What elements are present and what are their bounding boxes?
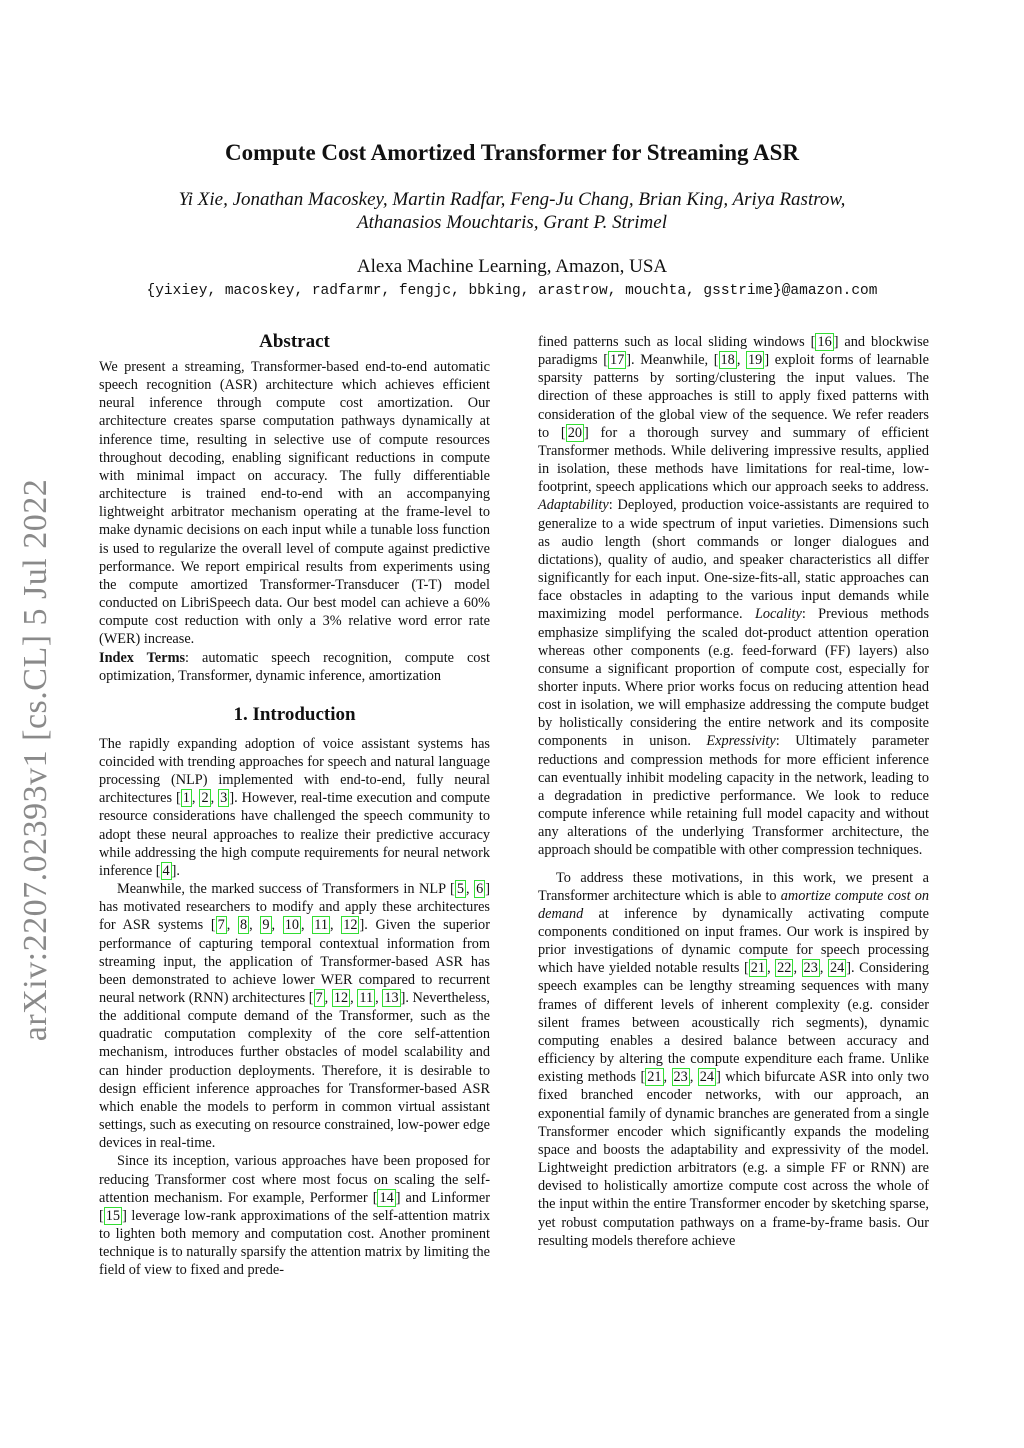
citation-link[interactable]: 7 <box>315 990 323 1006</box>
citation-link[interactable]: 20 <box>567 424 582 441</box>
citation-link[interactable]: 9 <box>262 917 270 934</box>
authors-line-1: Yi Xie, Jonathan Macoskey, Martin Radfar, Feng-Ju Chang, Brian King, Ariya Rastrow, <box>178 189 846 210</box>
intro-paragraph-3: Since its inception, various approaches have been proposed for reducing Transformer cost where most focus on scaling the self-attention mechanism. For example, Performer [ 14 ] and Linformer [ 15 ] leverage low-rank approximations of the self-attention matrix to lighten both memory and computation cost. Another prominent technique is to naturally sparsify the attention matrix by limiting the field of view to fixed and prede- <box>99 1153 490 1279</box>
citation-link[interactable]: 21 <box>647 1069 662 1086</box>
citation-link[interactable]: 13 <box>384 990 399 1006</box>
abstract-body: We present a streaming, Transformer-based end-to-end automatic speech recognition (ASR) architecture which achieves efficient neural inference through compute cost amortization. Our architecture creates sparse computation pathways dynamically at inference time, resulting in selective use of compute resources throughout decoding, enabling significant reductions in compute with minimal impact on accuracy. The fully differentiable architecture is trained end-to-end with an accompanying lightweight arbitrator mechanism operating at the frame-level to make dynamic decisions on each input while a tunable loss function is used to regularize the overall level of compute against predictive performance. We report empirical results from experiments using the compute amortized Transformer-Transducer (T-T) model conducted on LibriSpeech data. Our best model can achieve a 60% compute cost reduction with only a 3% relative word error rate (WER) increase. <box>99 359 490 648</box>
citation-link[interactable]: 4 <box>162 862 170 879</box>
citation-link[interactable]: 22 <box>777 960 792 977</box>
affiliation: Alexa Machine Learning, Amazon, USA <box>356 256 668 277</box>
intro-heading: 1. Introduction <box>233 703 356 725</box>
emails: {yixiey, macoskey, radfarmr, fengjc, bbking, arastrow, mouchta, gsstrime}@amazon.com <box>146 283 878 299</box>
citation-link[interactable]: 16 <box>817 334 832 350</box>
citation-link[interactable]: 7 <box>217 917 225 934</box>
citation-link[interactable]: 11 <box>359 990 374 1006</box>
citation-link[interactable]: 15 <box>105 1207 121 1224</box>
term-expressivity: Expressivity <box>706 733 776 750</box>
citation-link[interactable]: 8 <box>239 917 248 934</box>
citation-link[interactable]: 3 <box>220 790 228 807</box>
index-terms-text: : automatic speech recognition, compute cost optimization, Transformer, dynamic inference, amortization <box>99 649 490 684</box>
arxiv-stamp-text: arXiv:2207.02393v1 [cs.CL] 5 Jul 2022 <box>17 478 54 1042</box>
citation-link[interactable]: 24 <box>699 1069 715 1086</box>
term-locality: Locality <box>754 606 802 623</box>
citation-link[interactable]: 5 <box>456 881 464 898</box>
amortize-emphasis: amortize compute cost on demand <box>538 887 929 922</box>
abstract-heading: Abstract <box>259 331 330 352</box>
citation-link[interactable]: 2 <box>201 790 209 807</box>
citation-link[interactable]: 17 <box>609 352 625 369</box>
citation-link[interactable]: 10 <box>284 917 299 934</box>
term-adaptability: Adaptability <box>538 497 609 514</box>
intro-paragraph-5: To address these motivations, in this work, we present a Transformer architecture which is able to amortize compute cost on demand at inference by dynamically activating compute components conditioned on input frames. Our work is inspired by prior investigations of dynamic compute for speech processing which have yielded notable results [ 21 , 22 , 23 , 24 ]. Considering speech examples can be lengthy streaming sequences with many frames of different levels of inherent complexity (e.g. consider silent frames between acoustically rich segments), dynamic computing enables a desired balance between accuracy and efficiency by altering the compute expenditure each frame. Unlike existing methods [ 21 , 23 , 24 ] which bifurcate ASR into only two fixed branched encoder networks, with our approach, an exponential family of dynamic branches are generated from a single Transformer encoder which significantly expands the modeling space and boosts the adaptability and expressivity of the model. Lightweight prediction arbitrators (e.g. a simple FF or RNN) are devised to holistically amortize compute cost across the whole of the input within the entire Transformer encoder by sketching sparse, yet robust computation pathways on a frame-by-frame basis. Our resulting models therefore achieve <box>538 869 929 1249</box>
citation-link[interactable]: 23 <box>803 960 818 977</box>
citation-link[interactable]: 18 <box>720 352 735 369</box>
citation-link[interactable]: 12 <box>343 917 358 934</box>
intro-paragraph-2: Meanwhile, the marked success of Transformers in NLP [ 5 , 6 ] has motivated researchers to modify and apply these architectures for ASR systems [ 7 , 8 , 9 , 10 , 11 , 12 ]. Given the superior performance of capturing temporal contextual information from streaming input, the application of Transformer-based ASR has been demonstrated to achieve lower WER compared to recurrent neural network (RNN) architectures [ 7 , 12 , 11 , 13 ]. Nevertheless, the additional compute demand of the Transformer, such as the quadratic computation complexity of the core self-attention mechanism, introduces further obstacles of model scalability and can hinder production deployments. Therefore, it is desirable to design efficient inference approaches for Transformer-based ASR which enable the models to perform in common virtual assistant settings, such as executing on resource constrained, low-power edge devices in real-time. <box>99 881 491 1152</box>
right-column <box>538 333 929 1250</box>
citation-link[interactable]: 6 <box>476 881 484 898</box>
index-terms <box>99 649 490 685</box>
paper-title: Compute Cost Amortized Transformer for Streaming ASR <box>224 140 800 165</box>
index-terms-label: Index Terms <box>99 649 186 666</box>
citation-link[interactable]: 1 <box>182 790 190 807</box>
arxiv-stamp <box>6 470 66 1050</box>
citation-link[interactable]: 12 <box>333 990 349 1006</box>
citation-link[interactable]: 23 <box>673 1069 688 1086</box>
left-column <box>99 330 490 1280</box>
citation-link[interactable]: 14 <box>379 1189 394 1206</box>
citation-link[interactable]: 19 <box>748 352 763 369</box>
citation-link[interactable]: 11 <box>314 917 328 934</box>
citation-link[interactable]: 24 <box>829 960 845 977</box>
authors <box>0 188 1024 234</box>
intro-paragraph-1: The rapidly expanding adoption of voice assistant systems has coincided with trending approaches for speech and natural language processing (NLP) implemented with end-to-end, fully neural architectures [ 1 , 2 , 3 ]. However, real-time execution and compute resource considerations have challenged the speech community to adopt these neural approaches to realize their predictive accuracy while addressing the high compute requirements for neural network inference [ 4 ]. <box>99 735 490 879</box>
authors-line-2: Athanasios Mouchtaris, Grant P. Strimel <box>357 212 667 233</box>
citation-link[interactable]: 21 <box>750 960 766 977</box>
intro-paragraph-4: fined patterns such as local sliding windows [ 16 ] and blockwise paradigms [ 17 ]. Meanwhile, [ 18 , 19 ] exploit forms of learnable sparsity patterns by sorting/clustering the input values. The direction of these approaches is still to apply fixed patterns with consideration of the global view of the sequence. We refer readers to [ 20 ] for a thorough survey and summary of efficient Transformer methods. While delivering impressive results, applied in isolation, these methods have limitations for real-time, low-footprint, speech applications which our approach seeks to address. Adaptability: Deployed, production voice-assistants are required to generalize to a wide spectrum of input varieties. Dimensions such as audio length (short commands or longer dialogues and dictations), quality of audio, and speaker characteristics all differ significantly for each input. One-size-fits-all, static approaches can face obstacles in adapting to the various input demands while maximizing model performance. Locality: Previous methods emphasize simplifying the scaled dot-product attention operation whereas other components (e.g. feed-forward (FF) layers) also consume a significant proportion of compute cost, especially for shorter inputs. Where prior works focus on reducing attention head cost in isolation, we will emphasize addressing the compute budget by holistically considering the entire network and its composite components in unison. Expressivity: Ultimately parameter reductions and compression methods for more efficient inference can eventually inhibit modeling capacity in the network, leading to a degradation in predictive performance. We look to reduce compute inference while retaining full model capacity and without any alterations of the underlying Transformer architecture, the approach should be compatible with other compression techniques. <box>538 334 930 859</box>
